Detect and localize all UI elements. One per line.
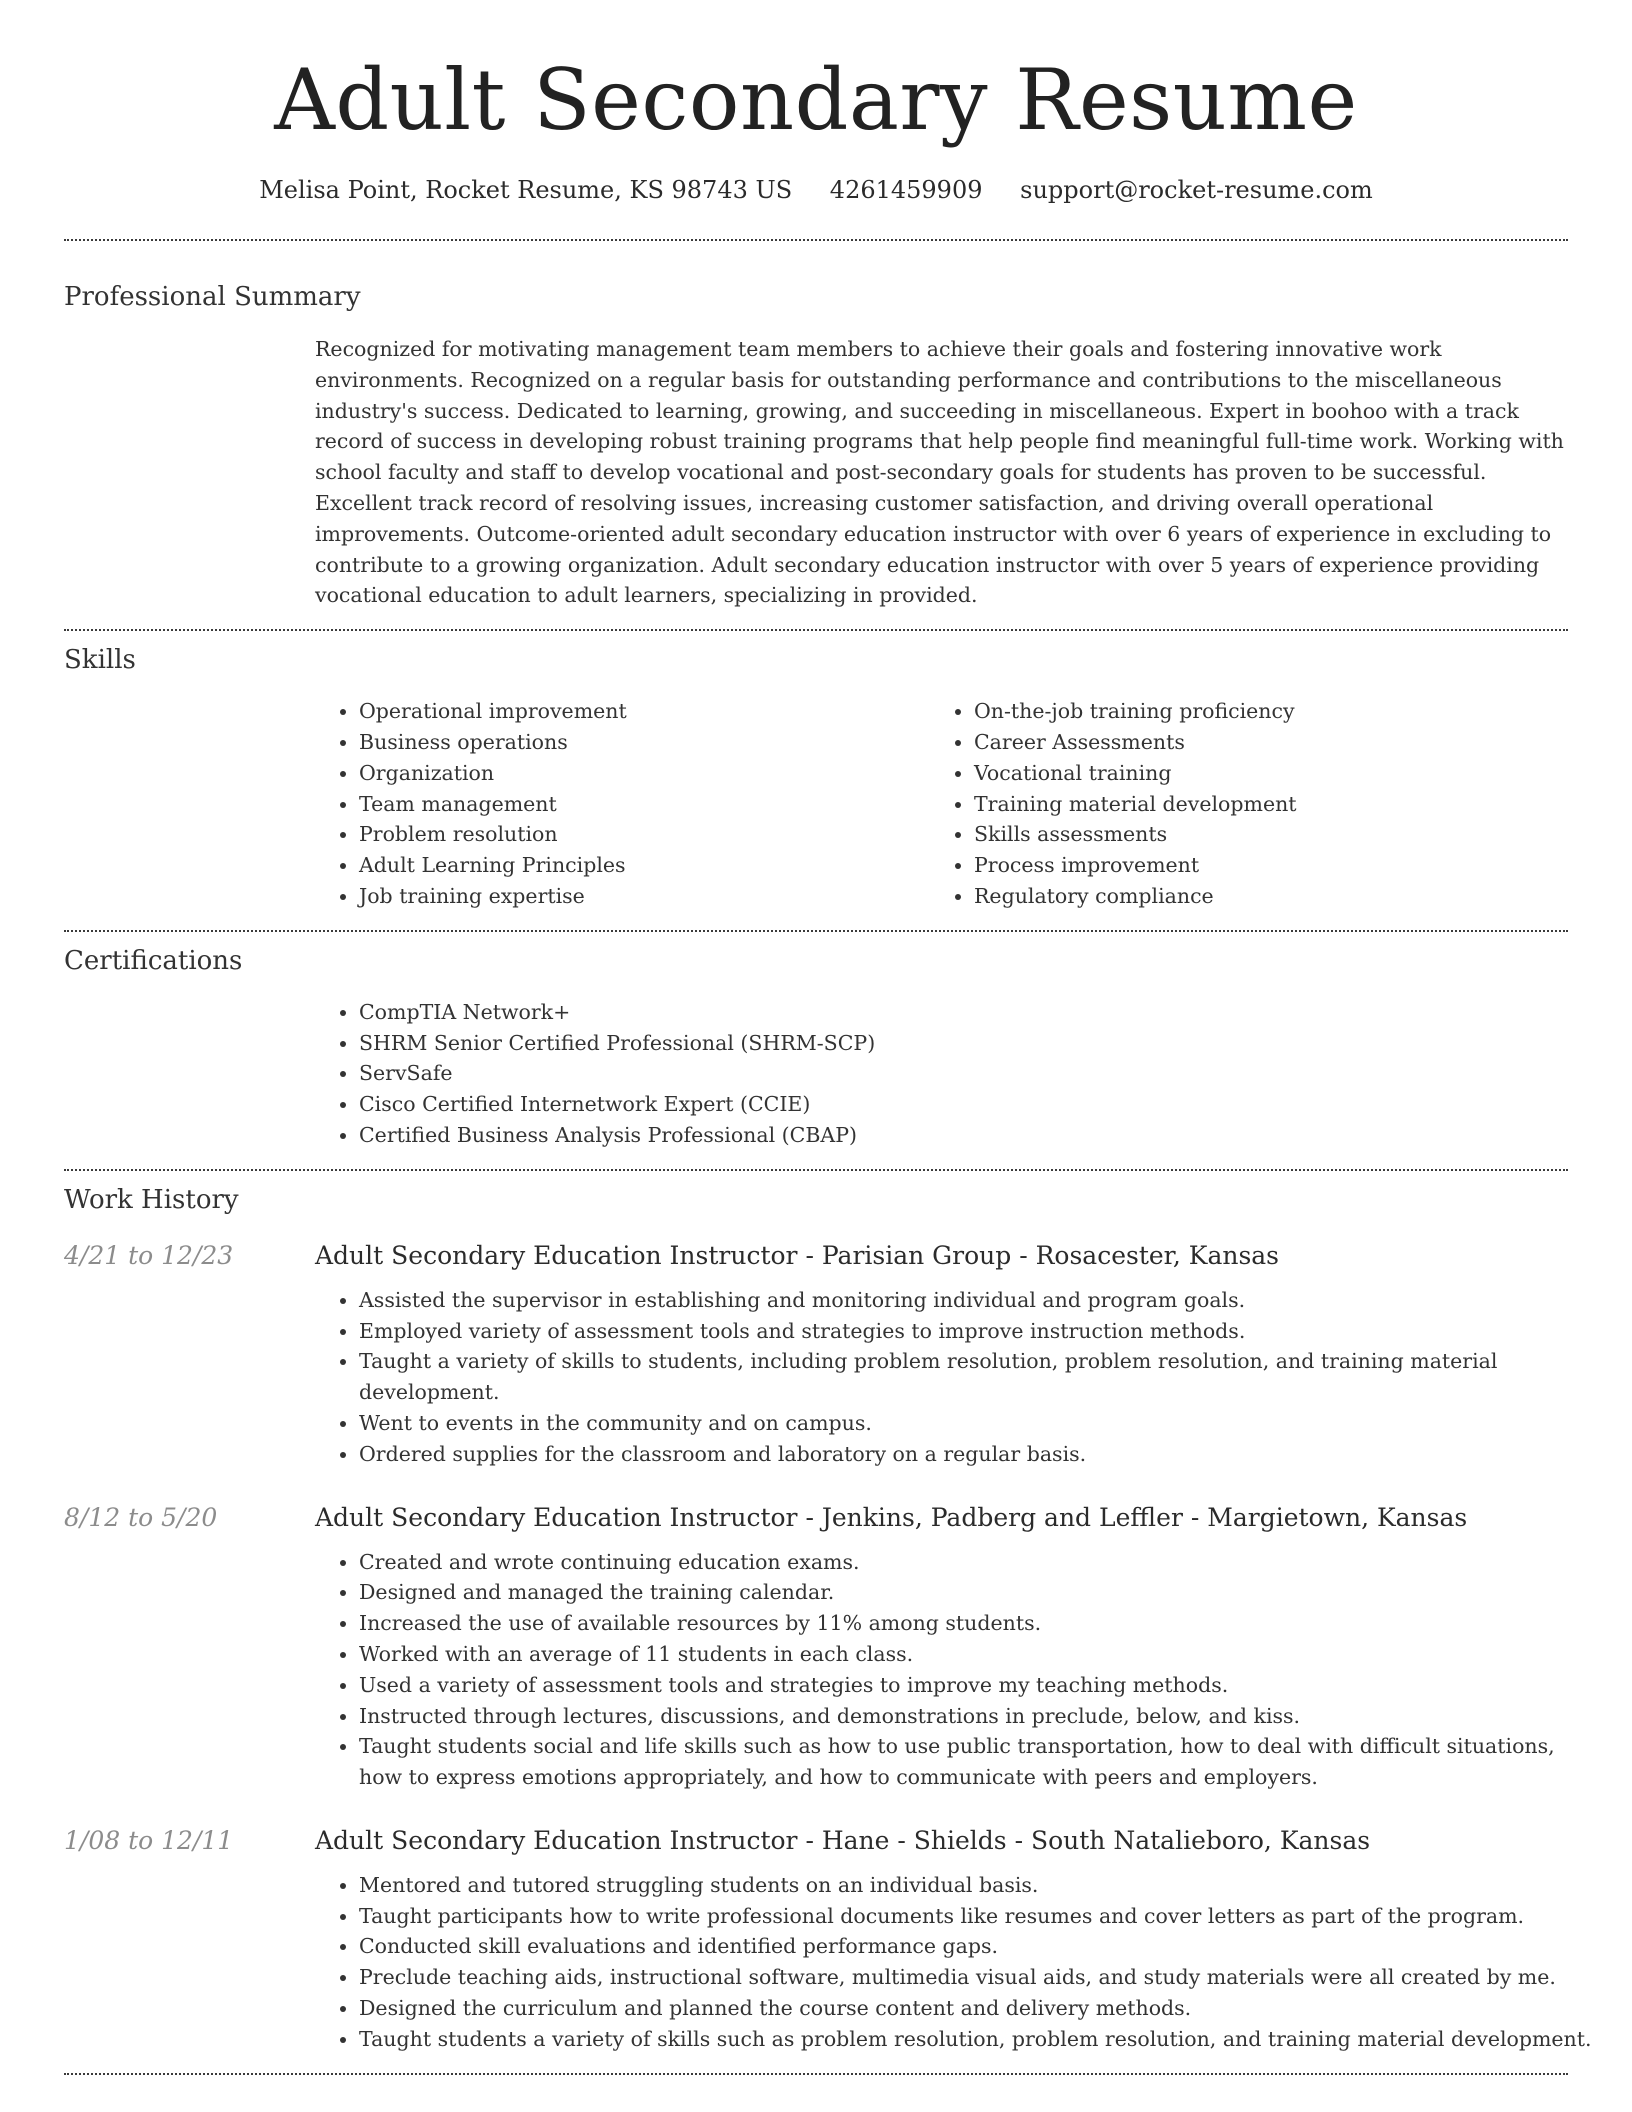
job-bullet: • Taught students social and life skills such as how to use public transportation, how to deal with difficult situations, how to express emotions appropriately, and how to communicate with peers and employers. — [359, 1731, 1592, 1793]
job-bullet: • Went to events in the community and on campus. — [359, 1408, 1592, 1439]
skill-item: • Organization — [359, 758, 930, 789]
skill-item: • Job training expertise — [359, 881, 930, 912]
certification-item: • CompTIA Network+ — [359, 997, 1632, 1028]
section-divider — [64, 629, 1568, 631]
job-header — [0, 1501, 1632, 1535]
certification-item: • ServSafe — [359, 1058, 1632, 1089]
summary-section — [0, 280, 1632, 611]
job-bullet: • Assisted the supervisor in establishing and monitoring individual and program goals. — [359, 1285, 1592, 1316]
job-entry — [0, 1824, 1632, 2055]
contact-email: support@rocket-resume.com — [1020, 176, 1373, 204]
job-bullet: • Designed and managed the training calendar. — [359, 1577, 1592, 1608]
job-bullet: • Conducted skill evaluations and identified performance gaps. — [359, 1931, 1592, 1962]
job-bullet: • Created and wrote continuing education exams. — [359, 1547, 1592, 1578]
skill-item: • Career Assessments — [974, 727, 1545, 758]
section-divider — [64, 239, 1568, 241]
skill-item: • Training material development — [974, 789, 1545, 820]
skill-item: • Vocational training — [974, 758, 1545, 789]
contact-line — [0, 174, 1632, 206]
job-title: Adult Secondary Education Instructor - Hane - Shields - South Natalieboro, Kansas — [315, 1825, 1371, 1855]
certifications-list — [315, 997, 1632, 1151]
skill-item: • Team management — [359, 789, 930, 820]
job-title: Adult Secondary Education Instructor - Jenkins, Padberg and Leffler - Margietown, Kansas — [315, 1502, 1468, 1532]
job-bullet: • Used a variety of assessment tools and strategies to improve my teaching methods. — [359, 1670, 1592, 1701]
job-bullets — [315, 1870, 1592, 2055]
skill-item: • Adult Learning Principles — [359, 850, 930, 881]
job-title: Adult Secondary Education Instructor - Parisian Group - Rosacester, Kansas — [315, 1240, 1280, 1270]
skill-item: • Process improvement — [974, 850, 1545, 881]
certifications-heading: Certifications — [64, 945, 243, 976]
skill-item: • Operational improvement — [359, 696, 930, 727]
work-history-section — [0, 1183, 1632, 2055]
job-bullet: • Taught participants how to write professional documents like resumes and cover letters as part of the program. — [359, 1901, 1592, 1932]
summary-heading: Professional Summary — [64, 282, 361, 312]
resume-title: Adult Secondary Resume — [274, 51, 1358, 149]
job-bullet: • Taught a variety of skills to students, including problem resolution, problem resolution, and training material development. — [359, 1346, 1592, 1408]
skill-item: • On-the-job training proficiency — [974, 696, 1545, 727]
job-bullet: • Mentored and tutored struggling students on an individual basis. — [359, 1870, 1592, 1901]
job-dates: 4/21 to 12/23 — [64, 1240, 234, 1270]
job-dates: 1/08 to 12/11 — [64, 1825, 234, 1855]
job-entry — [0, 1239, 1632, 1470]
certification-item: • SHRM Senior Certified Professional (SHRM-SCP) — [359, 1028, 1632, 1059]
section-divider — [64, 2073, 1568, 2075]
job-bullet: • Worked with an average of 11 students in each class. — [359, 1639, 1592, 1670]
certification-item: • Cisco Certified Internetwork Expert (CCIE) — [359, 1089, 1632, 1120]
job-bullets — [315, 1547, 1592, 1793]
certifications-section — [0, 944, 1632, 1151]
job-entry — [0, 1501, 1632, 1793]
skill-item: • Regulatory compliance — [974, 881, 1545, 912]
job-bullet: • Designed the curriculum and planned the course content and delivery methods. — [359, 1993, 1592, 2024]
skills-column-right — [930, 696, 1545, 912]
job-bullet: • Taught students a variety of skills such as problem resolution, problem resolution, and training material development. — [359, 2024, 1592, 2055]
section-divider — [64, 1169, 1568, 1171]
job-bullet: • Employed variety of assessment tools and strategies to improve instruction methods. — [359, 1316, 1592, 1347]
work-history-heading: Work History — [64, 1184, 239, 1215]
job-bullet: • Instructed through lectures, discussions, and demonstrations in preclude, below, and kiss. — [359, 1701, 1592, 1732]
section-divider — [64, 930, 1568, 932]
job-header — [0, 1824, 1632, 1858]
contact-phone: 4261459909 — [829, 176, 983, 204]
summary-text: Recognized for motivating management team members to achieve their goals and fostering innovative work environments. Recognized on a regular basis for outstanding performance and contributions to the miscellaneous industry's success. Dedicated to learning, growing, and succeeding in miscellaneous. Expert in boohoo with a track record of success in developing robust training programs that help people find meaningful full-time work. Working with school faculty and staff to develop vocational and post-secondary goals for students has proven to be successful. Excellent track record of resolving issues, increasing customer satisfaction, and driving overall operational improvements. Outcome-oriented adult secondary education instructor with over 6 years of experience in excluding to contribute to a growing organization. Adult secondary education instructor with over 5 years of experience providing vocational education to adult learners, specializing in provided. — [315, 337, 1564, 608]
certification-item: • Certified Business Analysis Professional (CBAP) — [359, 1120, 1632, 1151]
skills-column-left — [315, 696, 930, 912]
job-dates: 8/12 to 5/20 — [64, 1502, 218, 1532]
job-bullet: • Increased the use of available resources by 11% among students. — [359, 1608, 1592, 1639]
skills-columns — [315, 696, 1632, 912]
job-header — [0, 1239, 1632, 1273]
contact-address: Melisa Point, Rocket Resume, KS 98743 US — [259, 176, 793, 204]
job-bullets — [315, 1285, 1592, 1470]
job-bullet: • Ordered supplies for the classroom and laboratory on a regular basis. — [359, 1439, 1592, 1470]
skill-item: • Business operations — [359, 727, 930, 758]
job-bullet: • Preclude teaching aids, instructional software, multimedia visual aids, and study materials were all created by me. — [359, 1962, 1592, 1993]
skill-item: • Problem resolution — [359, 819, 930, 850]
skills-section — [0, 643, 1632, 912]
skills-heading: Skills — [64, 645, 136, 676]
skill-item: • Skills assessments — [974, 819, 1545, 850]
